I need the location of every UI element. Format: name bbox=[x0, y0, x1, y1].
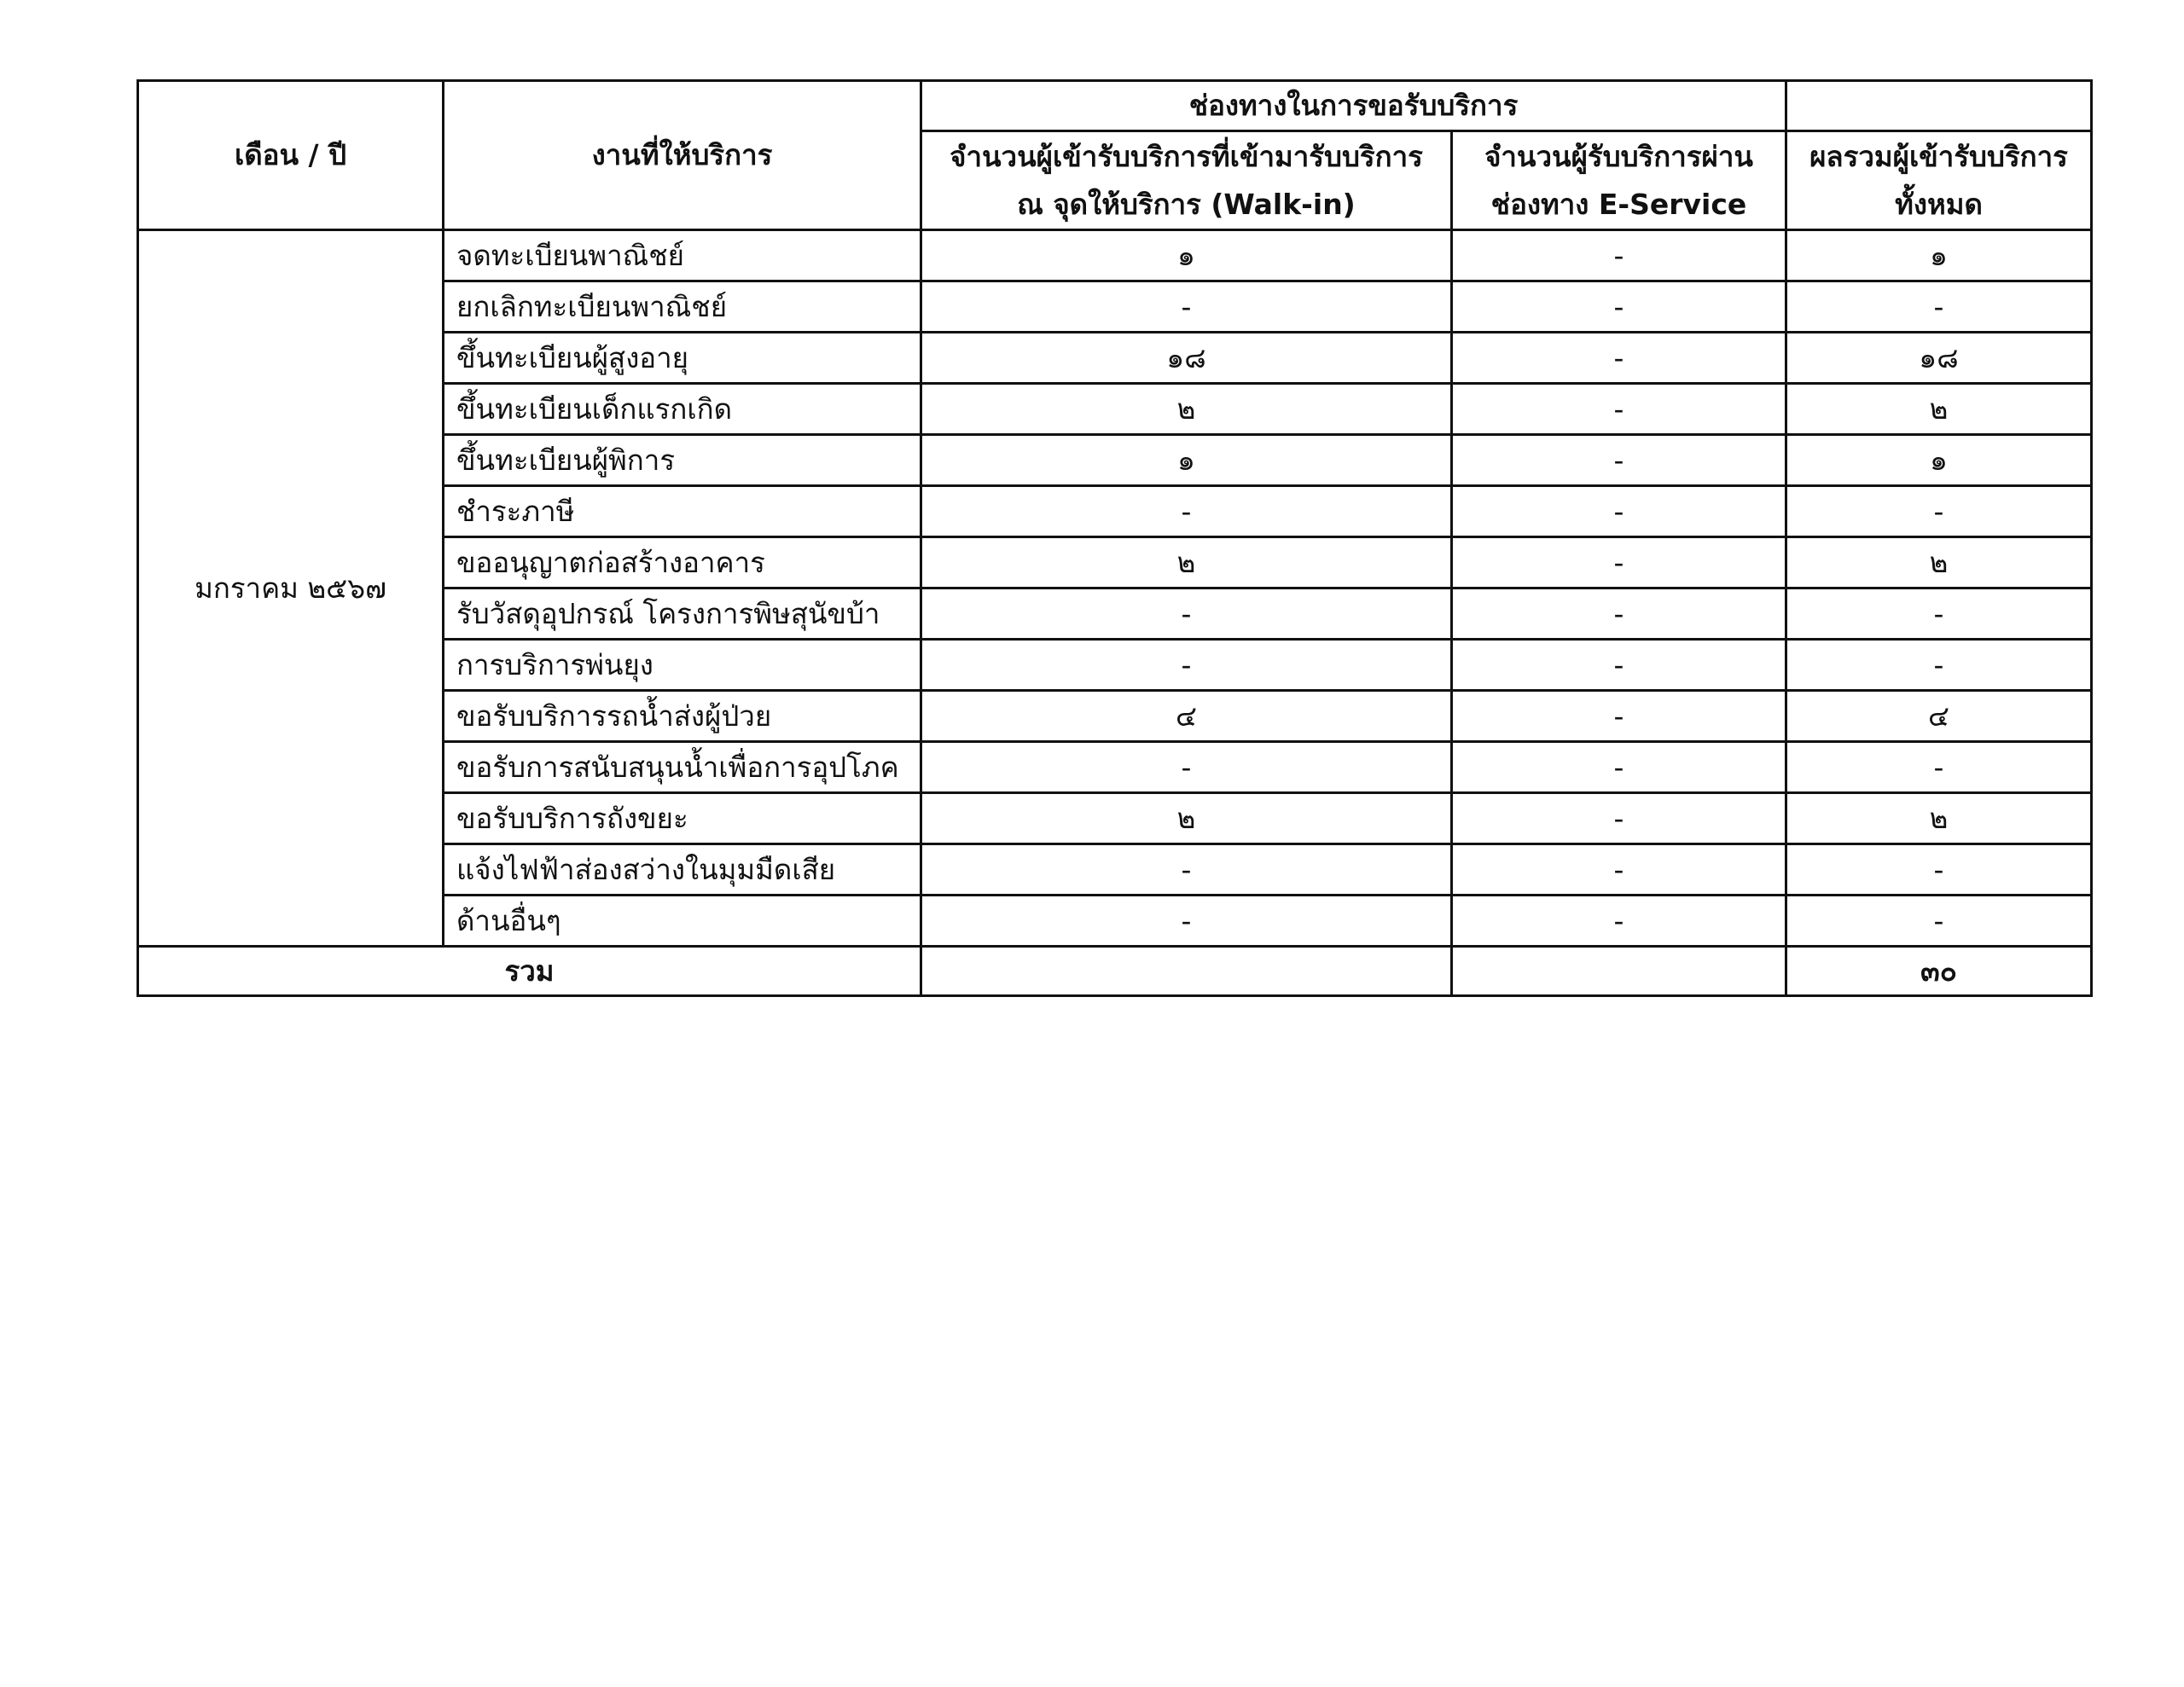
total-cell: ๒ bbox=[1786, 384, 2092, 435]
service-cell: ขอรับบริการถังขยะ bbox=[444, 793, 921, 844]
header-total-line1: ผลรวมผู้เข้ารับบริการ bbox=[1809, 139, 2068, 173]
service-cell: การบริการพ่นยุง bbox=[444, 640, 921, 691]
total-cell: - bbox=[1786, 742, 2092, 793]
walkin-cell: ๑ bbox=[921, 230, 1452, 281]
service-cell: รับวัสดุอุปกรณ์ โครงการพิษสุนัขบ้า bbox=[444, 588, 921, 640]
service-cell: ขึ้นทะเบียนผู้สูงอายุ bbox=[444, 333, 921, 384]
summary-label: รวม bbox=[138, 947, 921, 996]
header-eservice bbox=[1452, 131, 1786, 230]
service-cell: ขึ้นทะเบียนผู้พิการ bbox=[444, 435, 921, 486]
eservice-cell: - bbox=[1452, 435, 1786, 486]
walkin-cell: ๑ bbox=[921, 435, 1452, 486]
summary-eservice bbox=[1452, 947, 1786, 996]
eservice-cell: - bbox=[1452, 691, 1786, 742]
total-cell: - bbox=[1786, 486, 2092, 537]
walkin-cell: - bbox=[921, 742, 1452, 793]
eservice-cell: - bbox=[1452, 793, 1786, 844]
service-cell: ยกเลิกทะเบียนพาณิชย์ bbox=[444, 281, 921, 333]
total-cell: - bbox=[1786, 844, 2092, 896]
total-cell: ๑๘ bbox=[1786, 333, 2092, 384]
table-body bbox=[138, 230, 2092, 996]
walkin-cell: - bbox=[921, 588, 1452, 640]
eservice-cell: - bbox=[1452, 384, 1786, 435]
total-cell: ๒ bbox=[1786, 793, 2092, 844]
walkin-cell: ๔ bbox=[921, 691, 1452, 742]
summary-walkin bbox=[921, 947, 1452, 996]
total-cell: ๒ bbox=[1786, 537, 2092, 588]
walkin-cell: - bbox=[921, 896, 1452, 947]
service-cell: ชำระภาษี bbox=[444, 486, 921, 537]
service-cell: ขอรับบริการรถน้ำส่งผู้ป่วย bbox=[444, 691, 921, 742]
total-cell: - bbox=[1786, 896, 2092, 947]
eservice-cell: - bbox=[1452, 742, 1786, 793]
walkin-cell: - bbox=[921, 281, 1452, 333]
walkin-cell: - bbox=[921, 844, 1452, 896]
service-report-table bbox=[136, 79, 2093, 997]
header-month-year: เดือน / ปี bbox=[138, 81, 444, 230]
total-cell: - bbox=[1786, 281, 2092, 333]
eservice-cell: - bbox=[1452, 486, 1786, 537]
service-cell: ขออนุญาตก่อสร้างอาคาร bbox=[444, 537, 921, 588]
header-walkin-line1: จำนวนผู้เข้ารับบริการที่เข้ามารับบริการ bbox=[950, 139, 1423, 173]
walkin-cell: ๒ bbox=[921, 793, 1452, 844]
eservice-cell: - bbox=[1452, 844, 1786, 896]
header-walkin-line2: ณ จุดให้บริการ (Walk-in) bbox=[1017, 187, 1356, 221]
header-empty-cell bbox=[1786, 81, 2092, 131]
total-cell: ๑ bbox=[1786, 435, 2092, 486]
walkin-cell: ๒ bbox=[921, 384, 1452, 435]
header-eservice-line1: จำนวนผู้รับบริการผ่าน bbox=[1484, 139, 1753, 173]
header-total bbox=[1786, 131, 2092, 230]
walkin-cell: ๑๘ bbox=[921, 333, 1452, 384]
walkin-cell: - bbox=[921, 640, 1452, 691]
service-cell: ด้านอื่นๆ bbox=[444, 896, 921, 947]
walkin-cell: - bbox=[921, 486, 1452, 537]
total-cell: ๔ bbox=[1786, 691, 2092, 742]
month-year-cell: มกราคม ๒๕๖๗ bbox=[138, 230, 444, 947]
header-walkin bbox=[921, 131, 1452, 230]
total-cell: - bbox=[1786, 640, 2092, 691]
eservice-cell: - bbox=[1452, 230, 1786, 281]
eservice-cell: - bbox=[1452, 896, 1786, 947]
eservice-cell: - bbox=[1452, 588, 1786, 640]
header-eservice-line2: ช่องทาง E-Service bbox=[1490, 187, 1747, 221]
service-cell: จดทะเบียนพาณิชย์ bbox=[444, 230, 921, 281]
header-service: งานที่ให้บริการ bbox=[444, 81, 921, 230]
eservice-cell: - bbox=[1452, 333, 1786, 384]
summary-row bbox=[138, 947, 2092, 996]
service-cell: ขอรับการสนับสนุนน้ำเพื่อการอุปโภค bbox=[444, 742, 921, 793]
total-cell: ๑ bbox=[1786, 230, 2092, 281]
header-total-line2: ทั้งหมด bbox=[1895, 187, 1983, 221]
walkin-cell: ๒ bbox=[921, 537, 1452, 588]
service-cell: แจ้งไฟฟ้าส่องสว่างในมุมมืดเสีย bbox=[444, 844, 921, 896]
header-channels: ช่องทางในการขอรับบริการ bbox=[921, 81, 1786, 131]
service-cell: ขึ้นทะเบียนเด็กแรกเกิด bbox=[444, 384, 921, 435]
eservice-cell: - bbox=[1452, 640, 1786, 691]
summary-total: ๓๐ bbox=[1786, 947, 2092, 996]
total-cell: - bbox=[1786, 588, 2092, 640]
eservice-cell: - bbox=[1452, 537, 1786, 588]
table-row bbox=[138, 230, 2092, 281]
eservice-cell: - bbox=[1452, 281, 1786, 333]
